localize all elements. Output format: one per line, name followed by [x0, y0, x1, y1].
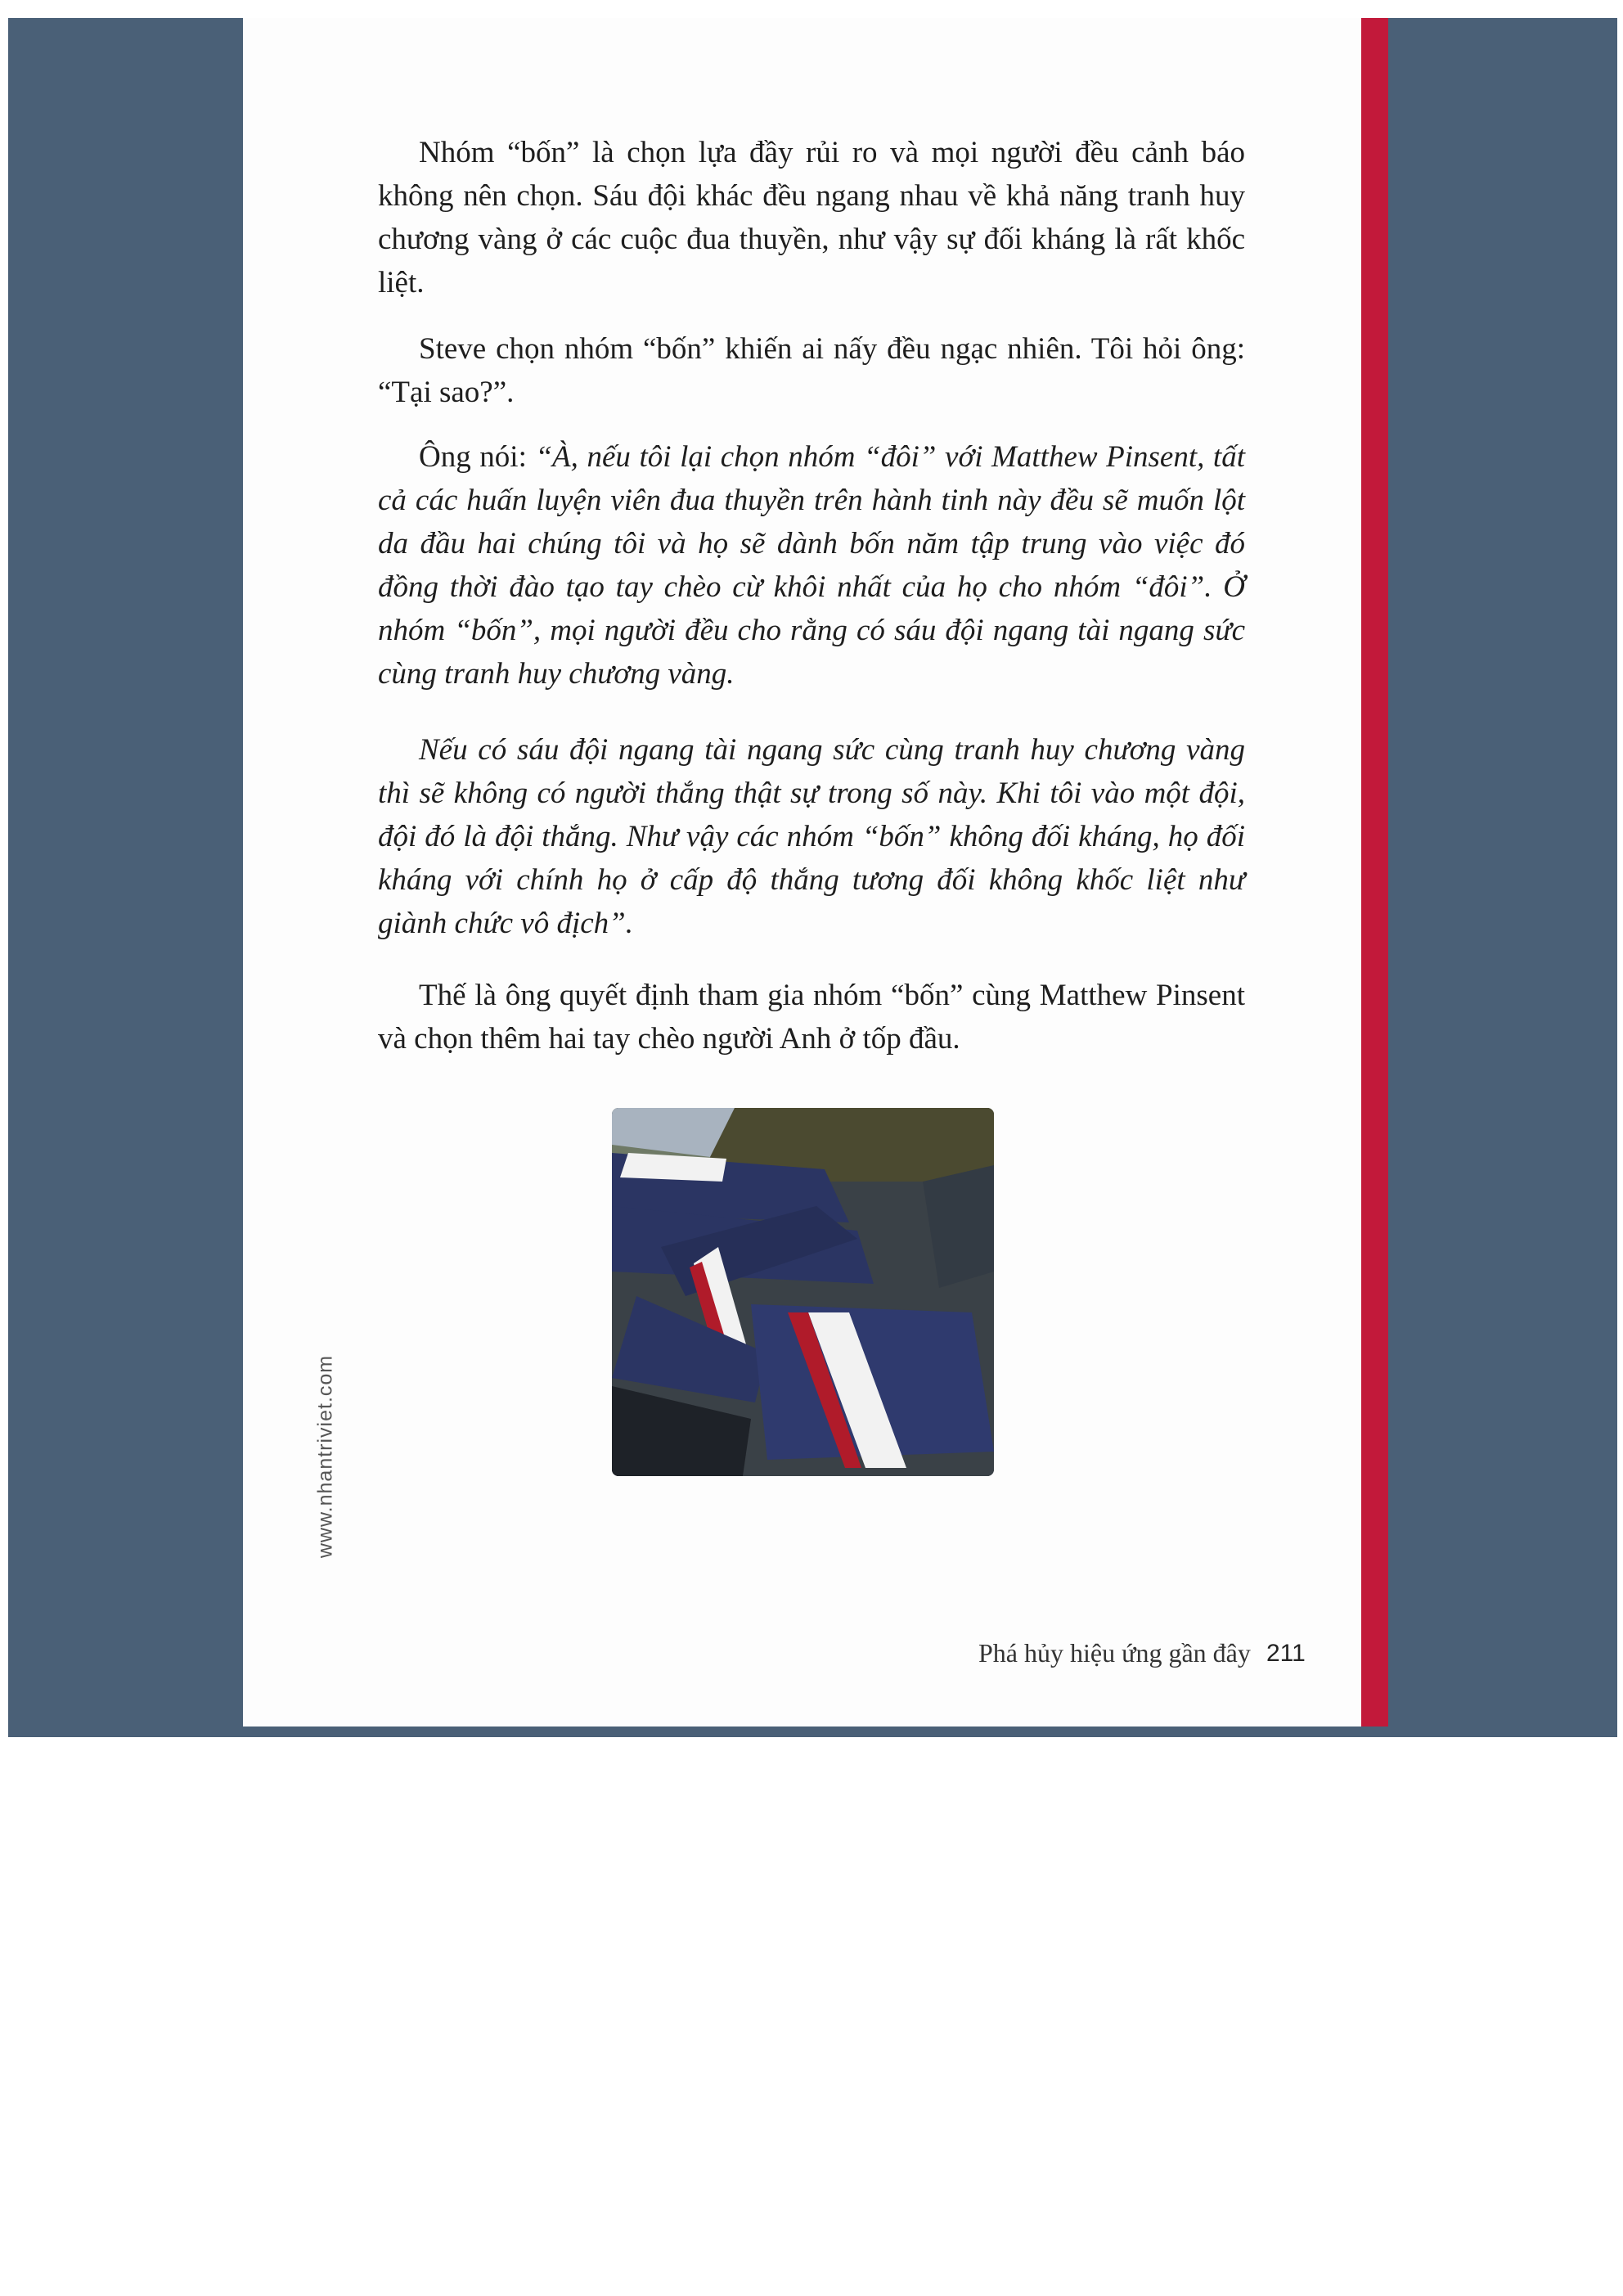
page-number: 211 — [1266, 1640, 1306, 1667]
quote-continued: Nếu có sáu đội ngang tài ngang sức cùng tranh huy chương vàng thì sẽ không có người thắng thật sự trong số này. Khi tôi vào một đội, đội đó là đội thắng. Như vậy các nhóm “bốn” không đối kháng, họ đối kháng với chính họ ở cấp độ thắng tương đối không khốc liệt như giành chức vô địch”. — [378, 733, 1245, 940]
quote-text: “À, nếu tôi lại chọn nhóm “đôi” với Matthew Pinsent, tất cả các huấn luyện viên đua thuyền trên hành tinh này đều sẽ muốn lột da đầu hai chúng tôi và họ sẽ dành bốn năm tập trung vào việc đó đồng thời đào tạo tay chèo cừ khôi nhất của họ cho nhóm “đôi”. Ở nhóm “bốn”, mọi người đều cho rằng có sáu đội ngang tài ngang sức cùng tranh huy chương vàng. — [378, 440, 1245, 691]
quote-intro: Ông nói: — [419, 440, 536, 474]
paragraph-1: Nhóm “bốn” là chọn lựa đầy rủi ro và mọi người đều cảnh báo không nên chọn. Sáu đội khác đều ngang nhau về khả năng tranh huy chương vàng ở các cuộc đua thuyền, như vậy sự đối kháng là rất khốc liệt. — [378, 136, 1245, 299]
paragraph-2: Steve chọn nhóm “bốn” khiến ai nấy đều ngạc nhiên. Tôi hỏi ông: “Tại sao?”. — [378, 332, 1245, 409]
running-title: Phá hủy hiệu ứng gần đây — [978, 1638, 1251, 1668]
closing-paragraph: Thế là ông quyết định tham gia nhóm “bốn” cùng Matthew Pinsent và chọn thêm hai tay chèo người Anh ở tốp đầu. — [378, 979, 1245, 1056]
rowing-oars-illustration — [612, 1108, 994, 1476]
watermark: www.nhantriviet.com — [313, 1354, 337, 1559]
rowing-oars-photo — [612, 1108, 994, 1476]
book-spine-edge — [1361, 18, 1388, 1727]
quote-paragraph — [378, 435, 1245, 696]
